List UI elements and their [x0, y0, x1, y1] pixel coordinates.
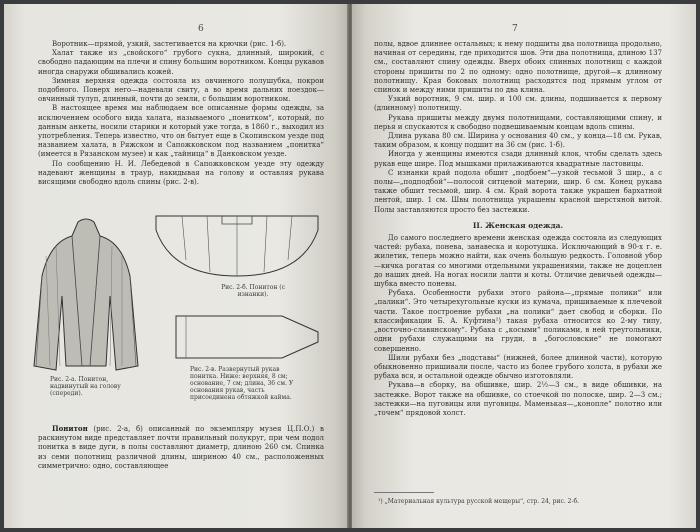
paragraph: В настоящее время мы наблюдаем все описанные формы одежды, за исключением особого вида халата, называемого „понитком“, который, по данным анкеты, носили старики и который уже тогда, в 1860 г., выходил из употребления. Теперь известно, что он бытует еще в Скопинском уезде под названием халата, в Ряжском и Сапожковском под названием „понитка“ (имеется в Рязанском музее) и как „тайница“ в Данковском уезде. [38, 104, 324, 159]
paragraph: Халат также из „свойского“ грубого сукна, длинный, широкий, с свободно падающим на плечи и спину большим воротником. Концы рукавов иногда снаружи обшивались кожей. [38, 49, 324, 76]
paragraph: полы, вдвое длиннее остальных; к нему подшиты два полотнища продольно, начиная от середины, где приходится шов. Эти два полотнища, длиною 137 см., составляют спину одежды. Вверх обоих спинных полотнищ с каждой стороны пришиты по 2 по одному: одно полотнище, другой—к длинному полотнищу. Края боковых полотнищ расходятся под прямым углом от спинок и между ними пришиты по два клина. [374, 40, 662, 95]
figure-2b-caption: Рис. 2-б. Понитон (с изнанки). [221, 284, 285, 298]
paragraph: (рис. 2-а, б) описанный по экземпляру музея Ц.П.О.) в раскинутом виде представляет почти правильный полукруг, при чем подол понитка в виде дуги, в полы составляют диаметр, длиною 260 см. Спинка из семи полотнищ различной длины, шириною 40 см., расположенных симметрично: одно, составляющее [38, 425, 324, 470]
paragraph: По сообщению Н. И. Лебедевой в Сапожковском уезде эту одежду надевают женщины в траур, накидывая на голову и оставляя рукава висящими свободно вдоль спины (рис. 2-в). [38, 159, 324, 187]
figure-2b-illustration [152, 210, 322, 280]
footnote: ¹) „Материальная культура русской мещеры“, стр. 24, рис. 2-б. [378, 498, 580, 505]
paragraph: С изнанки край подола обшит „подбоем“—узкой тесьмой 3 шир., а с полы—„подподбой“—полосой ситцевой материи, шир. 6 см. Конец рукава также обшит тесьмой, шир. 4 см. Край ворота также украшен бархатной лентой, шир. 1 см. Швы полотнища украшены красной шерстяной витой. Полы заставляются просто без застежки. [374, 168, 662, 214]
paragraph: Воротник—прямой, узкий, застегивается на крючки (рис. 1-б). [52, 40, 287, 48]
text-block-top [38, 40, 324, 187]
paragraph: Иногда у женщины имеются сзади длинный клок, чтобы сделать здесь рукав еще шире. Под мышками прилаживаются квадратные ластовицы. [374, 150, 662, 168]
paragraph: Рукава пришиты между двумя полотнищами, составляющими спину, и перья и спускаются к свободно подвешиваемым концам вдоль спины. [374, 113, 662, 131]
text-block-bottom [38, 424, 324, 471]
page-number: 7 [512, 24, 518, 34]
figure-2a-caption: Рис. 2-а. Понитон, надвинутый на голову (спереди). [50, 376, 121, 397]
figure-2v-illustration [172, 312, 322, 362]
paragraph: Рубаха. Особенности рубахи этого района—„прямые полики“ или „палики“. Это четырехугольные куски из кумача, пришиваемые к плечевой части. Такое построение рубахи „на полики“ дает свобод и сборки. По классификации Б. А. Куфтина¹) такая рубаха относится ко 2-му типу, „восточно-славянскому“. Рубаха с „косыми“ поликами, в ней треугольники, одни рубахи служащими на груди, в „богословские“ не помогают совершенно. [374, 289, 662, 353]
term-bold: Понитон [52, 424, 88, 433]
figure-2v-caption: Рис. 2-в. Развернутый рукав понитка. Ниже: верхняя, 8 см; основание, 7 см; длина, 36 см. У основания рукав, часть присоединена обтяжкой кайма. [190, 366, 294, 401]
left-page [4, 4, 348, 528]
section-heading: II. Женская одежда. [472, 220, 564, 230]
paragraph: Длина рукава 80 см. Ширина у основания 40 см., у конца—18 см. Рукав, таким образом, к концу подшит на 36 см (рис. 1-б). [374, 132, 662, 150]
paragraph: Узкий воротник, 9 см. шир. и 100 см. длины, подшивается к первому (длинному) полотнищу. [374, 95, 662, 113]
figure-2a-illustration [26, 216, 146, 376]
text-block-right [374, 40, 662, 418]
footnote-rule [374, 492, 434, 493]
paragraph: Зимняя верхняя одежда состояла из овчинного полушубка, покрои подобного. Поверх него—надевали свиту, а во время дальних поездок—овчинный тулуп, длинный, почти до земли, с большим воротником. [38, 76, 324, 104]
paragraph: Рукава—в сборку, на обшивке, шир. 2½—3 см., в виде обшивки, на застежке. Ворот также на обшивке, со стоечкой по полоске, шир. 2—3 см.; застежки—на пуговицы или пуговицы. Маменькая—„конопле“ полотно или „точем“ прядовой холст. [374, 381, 662, 417]
open-book [4, 4, 696, 528]
right-page [352, 4, 696, 528]
paragraph: До самого последнего времени женская одежда состояла из следующих частей: рубаха, понева, занавеска и коротушка. Исключающий в 90-х г. е. жилетик, теперь можно найти, как очень большую редкость. Головной убор—кичка рогатая со многими отдельными украшениями, также не доцеплен до наших дней. На ногах носили лапти и коты. Отличие девичьей одежды—шубка вместо поневы. [374, 234, 662, 289]
page-number: 6 [198, 24, 204, 34]
paragraph: Шили рубахи без „подставы“ (нижней, более длинной части), которую обыкновенно пришивали после, часто из более грубого холста, в рубахи же рубаха вся, и остальной одежде обычно изготовляли. [374, 353, 662, 381]
